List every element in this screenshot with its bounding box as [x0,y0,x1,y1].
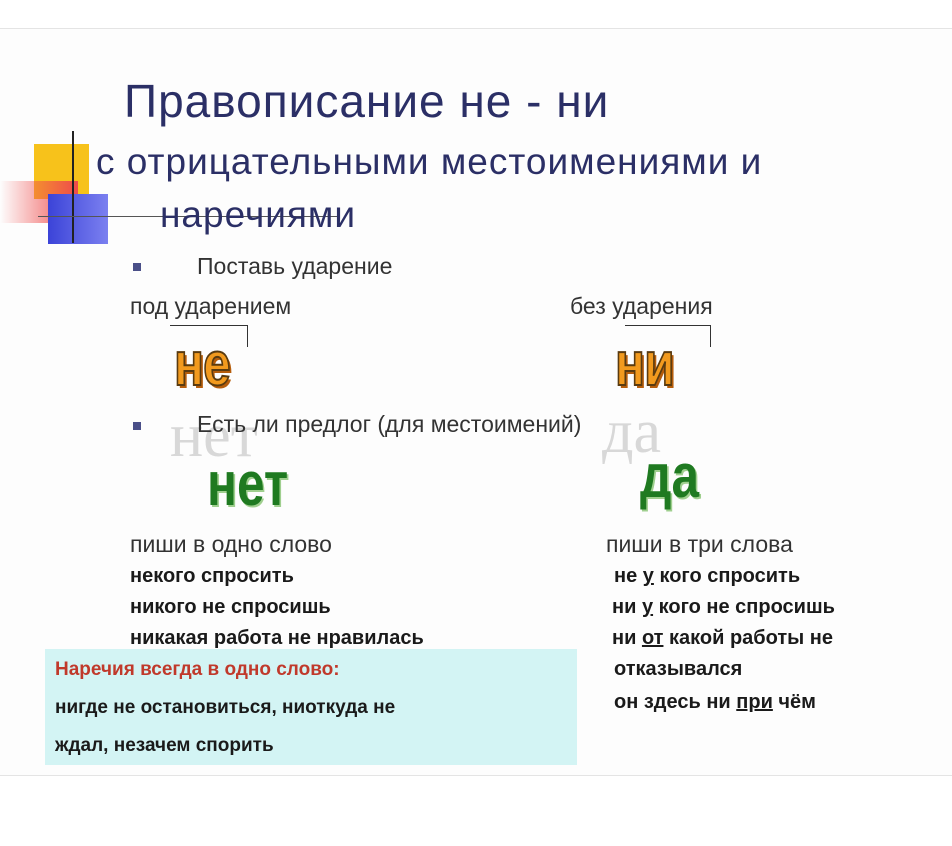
bullet-preposition: Есть ли предлог (для местоимений) [197,411,582,437]
right-example-3-preposition: от [641,627,664,649]
right-example-1-part-a: не [614,565,643,587]
left-bracket-side [247,325,248,347]
right-bracket-side [710,325,711,347]
right-example-2-part-a: ни [612,596,642,618]
right-column-heading: пиши в три слова [606,531,793,557]
bullet-marker [133,422,141,430]
right-example-3-part-c: какой работы не [663,627,834,649]
slide-subtitle-line1: с отрицательными местоимениями и [96,141,763,182]
left-example-1: некого спросить [130,565,294,587]
big-word-ne: не [174,330,230,399]
right-example-3-part-a: ни [612,627,642,649]
right-example-1 [614,565,800,588]
adverbs-note-line2: ждал, незачем спорить [55,735,274,756]
decor-vertical-line [72,131,74,243]
adverbs-note-line1: нигде не остановиться, ниоткуда не [55,697,396,718]
ghost-word-net: нет [170,402,258,470]
big-word-ni: ни [615,330,674,399]
right-example-5 [614,691,816,714]
slide-subtitle-line2: наречиями [160,194,357,235]
left-example-3: никакая работа не нравилась [130,627,424,649]
right-example-3 [612,627,833,650]
right-example-1-part-c: кого спросить [653,565,801,587]
answer-da: да [640,442,700,511]
right-example-2-part-c: кого не спросишь [653,596,835,618]
ghost-word-da: да [602,398,662,466]
right-example-4: отказывался [614,658,743,680]
left-column-heading: пиши в одно слово [130,531,332,557]
adverbs-note-box [45,649,577,765]
bullet-marker [133,263,141,271]
stress-left-label: под ударением [130,293,292,319]
left-example-2: никого не спросишь [130,596,331,618]
answer-net: нет [207,450,289,519]
right-example-5-preposition: при [736,691,773,713]
decor-blue-square [48,194,108,244]
right-example-2 [612,596,835,619]
right-example-1-preposition: у [642,565,654,587]
left-bracket-top [170,325,248,326]
bullet-stress: Поставь ударение [197,253,393,279]
right-bracket-top [625,325,711,326]
right-example-5-part-a: он здесь ни [614,691,737,713]
right-example-5-part-c: чём [772,691,816,713]
slide-title: Правописание не - ни [124,75,610,127]
right-example-2-preposition: у [641,596,654,618]
stress-right-label: без ударения [570,293,713,319]
slide [0,28,952,776]
adverbs-note-title: Наречия всегда в одно слово: [55,659,340,680]
